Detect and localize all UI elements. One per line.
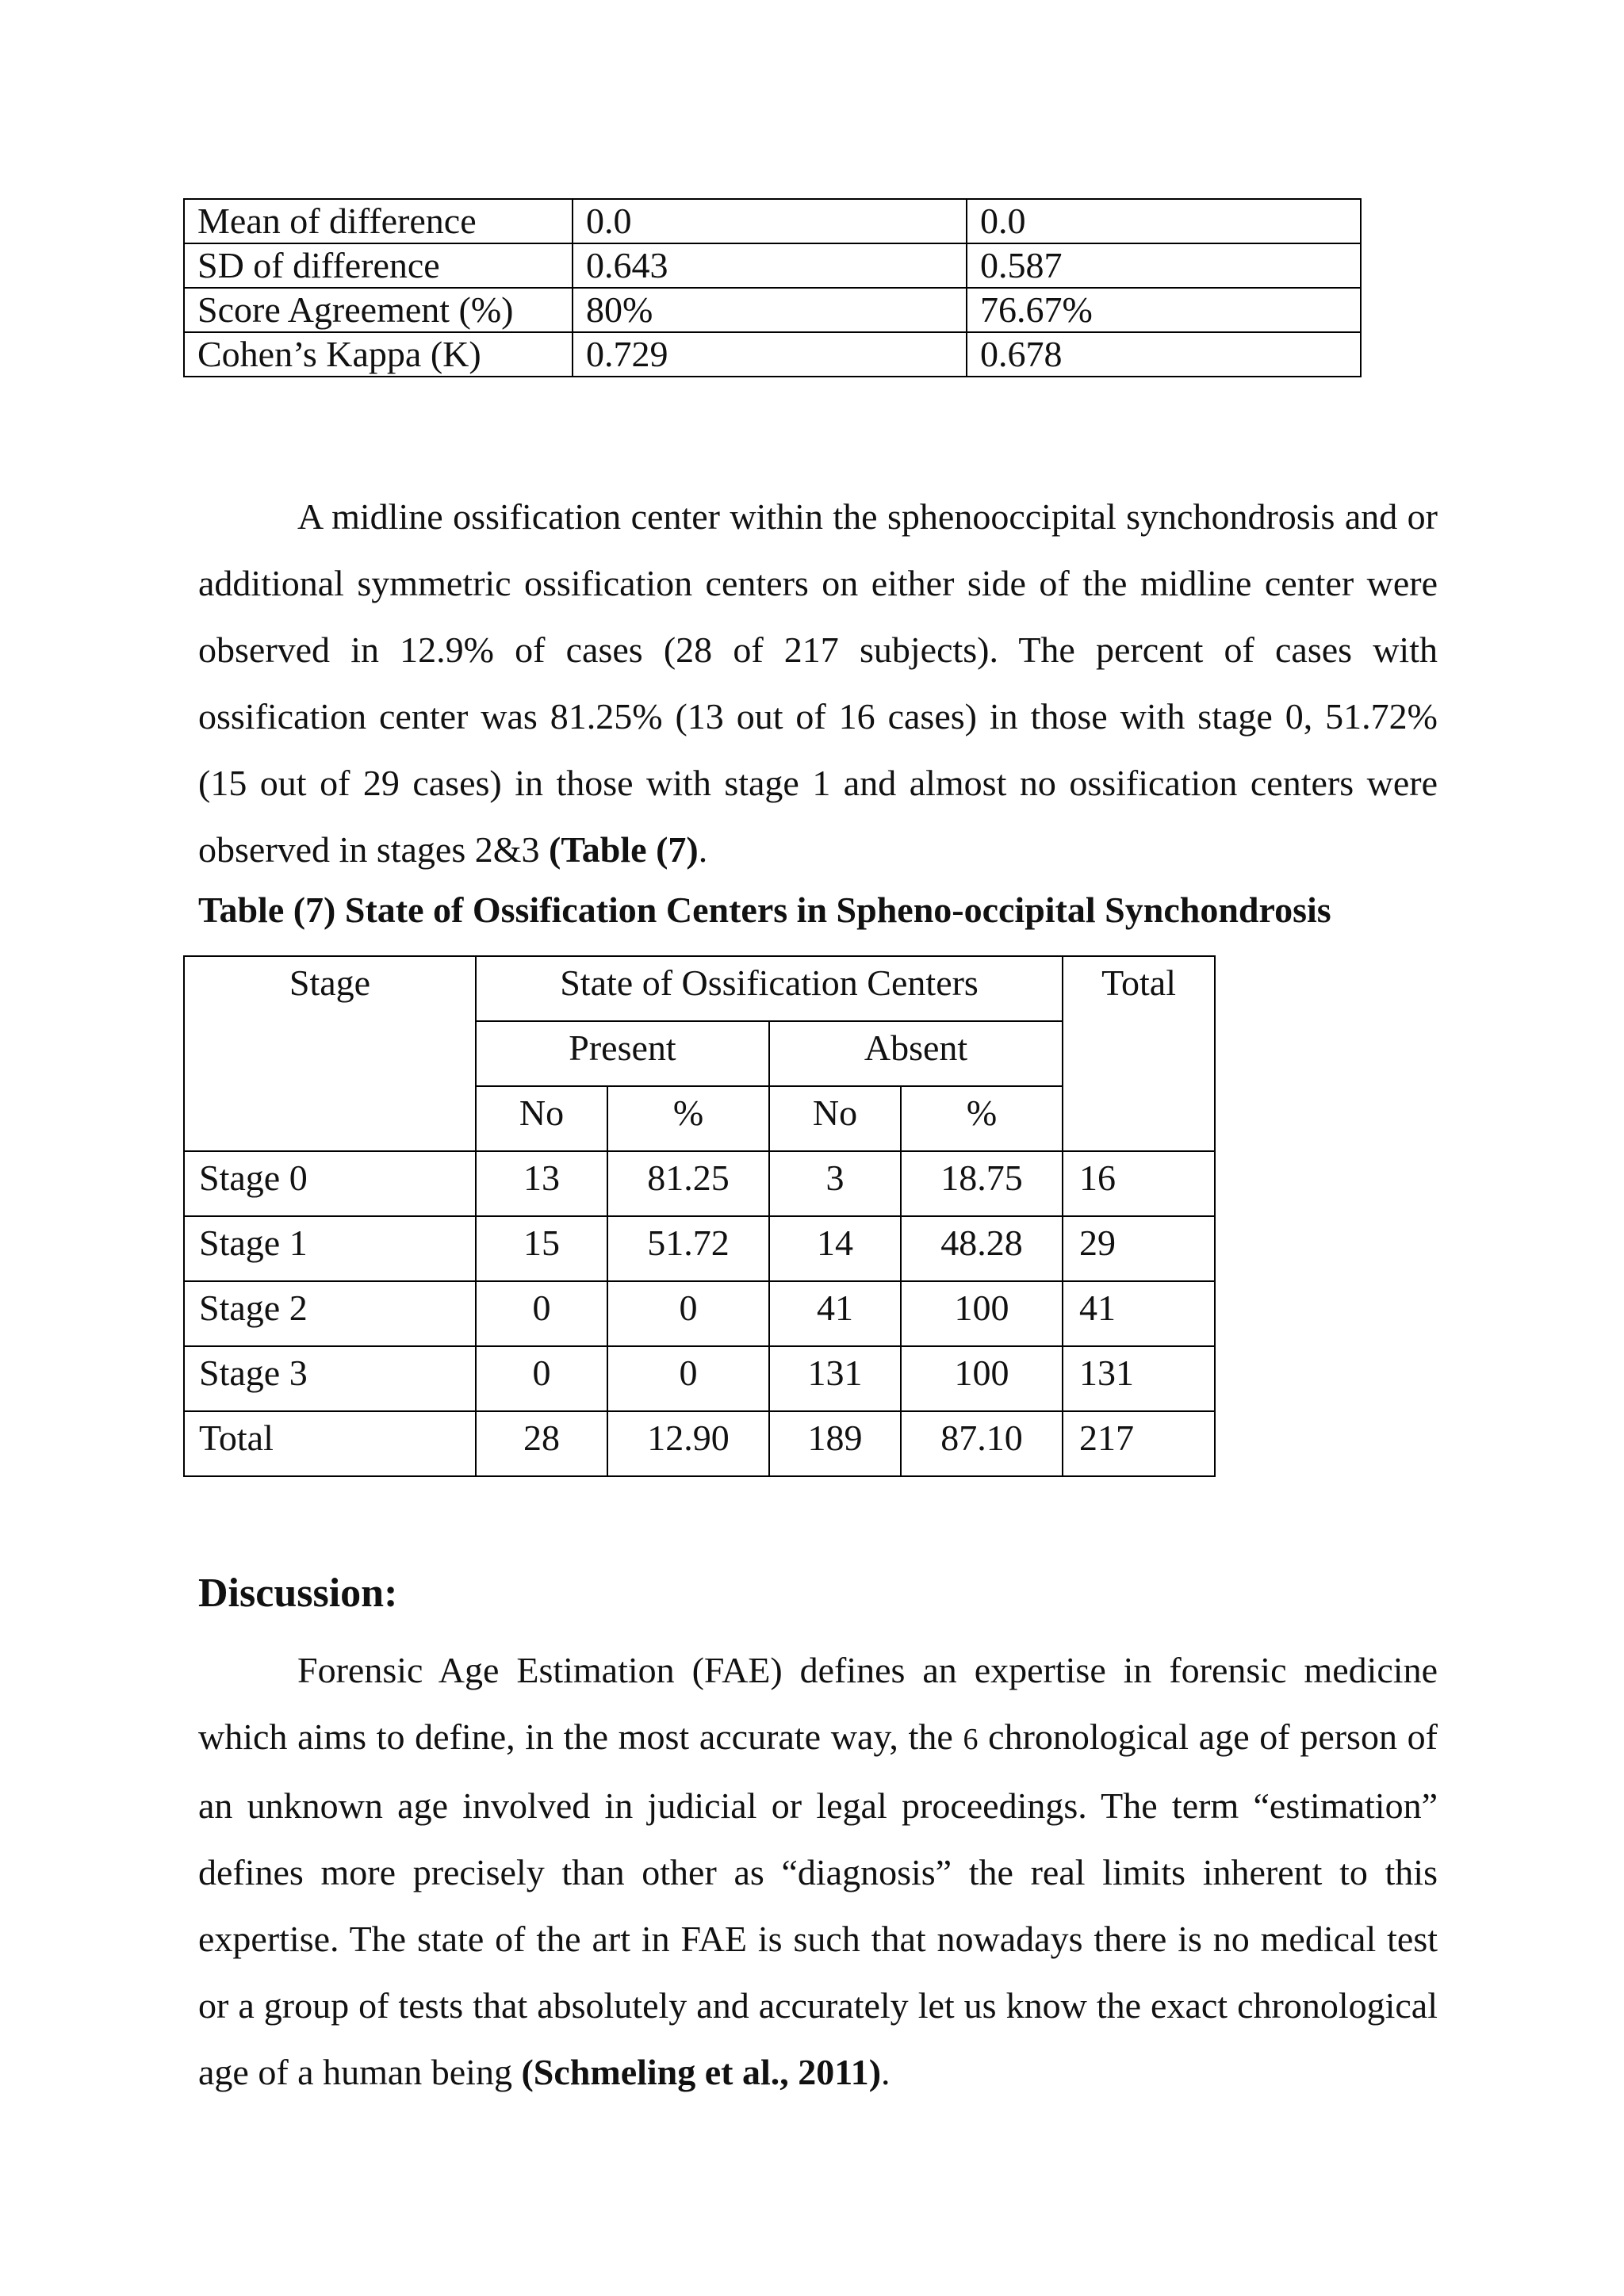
table-row: [184, 1151, 1215, 1216]
state-header: State of Ossification Centers: [476, 956, 1063, 1021]
stat-label: Score Agreement (%): [184, 288, 573, 332]
discussion-heading: Discussion:: [198, 1571, 398, 1616]
table-row: [184, 243, 1361, 288]
total-cell: 16: [1063, 1151, 1215, 1216]
absent-no-cell: 3: [769, 1151, 901, 1216]
table-row: [184, 1346, 1215, 1411]
stat-value: 0.0: [573, 199, 967, 243]
stat-value: 0.587: [967, 243, 1361, 288]
stat-label: Mean of difference: [184, 199, 573, 243]
header-row: [184, 956, 1215, 1021]
stat-value: 0.643: [573, 243, 967, 288]
paragraph-text: chronological age of person of an unknown age involved in judicial or legal proceedings. The term “estimation” defines more precisely than other as “diagnosis” the real limits inherent to this expertise. The state of the art in FAE is such that nowadays there is no medical test or a group of tests that absolutely and accurately let us know the exact chronological age of a human being: [198, 1716, 1438, 2092]
stat-value: 76.67%: [967, 288, 1361, 332]
stat-value: 0.0: [967, 199, 1361, 243]
absent-no-cell: 189: [769, 1411, 901, 1476]
present-no-header: No: [476, 1086, 607, 1151]
page-number: 6: [963, 1723, 979, 1756]
paragraph-end: .: [881, 2052, 891, 2092]
present-pct-cell: 12.90: [607, 1411, 769, 1476]
stat-label: Cohen’s Kappa (Κ): [184, 332, 573, 377]
table-row: [184, 332, 1361, 377]
absent-no-cell: 131: [769, 1346, 901, 1411]
absent-pct-cell: 48.28: [901, 1216, 1063, 1281]
stage-header: Stage: [184, 956, 476, 1151]
absent-no-cell: 14: [769, 1216, 901, 1281]
total-cell: 217: [1063, 1411, 1215, 1476]
table-reference: (Table (7): [549, 829, 699, 870]
total-cell: 29: [1063, 1216, 1215, 1281]
paragraph-text: Forensic Age Estimation (FAE) defines an expertise in forensic medicine which aims to define, in the most accurate way, the: [198, 1650, 1438, 1757]
absent-no-header: No: [769, 1086, 901, 1151]
present-pct-cell: 51.72: [607, 1216, 769, 1281]
table-row: [184, 1216, 1215, 1281]
stat-value: 0.729: [573, 332, 967, 377]
stage-cell: Total: [184, 1411, 476, 1476]
total-header: Total: [1063, 956, 1215, 1151]
total-cell: 131: [1063, 1346, 1215, 1411]
present-no-cell: 15: [476, 1216, 607, 1281]
present-no-cell: 0: [476, 1281, 607, 1346]
absent-pct-cell: 18.75: [901, 1151, 1063, 1216]
present-pct-cell: 0: [607, 1281, 769, 1346]
paragraph-end: .: [698, 829, 708, 870]
ossification-centers-table: [183, 955, 1216, 1477]
results-paragraph: [198, 484, 1438, 883]
stage-cell: Stage 2: [184, 1281, 476, 1346]
present-no-cell: 13: [476, 1151, 607, 1216]
stage-cell: Stage 1: [184, 1216, 476, 1281]
stage-cell: Stage 0: [184, 1151, 476, 1216]
absent-no-cell: 41: [769, 1281, 901, 1346]
absent-pct-cell: 87.10: [901, 1411, 1063, 1476]
table-row: [184, 288, 1361, 332]
citation: (Schmeling et al., 2011): [521, 2052, 882, 2092]
absent-pct-cell: 100: [901, 1346, 1063, 1411]
absent-pct-cell: 100: [901, 1281, 1063, 1346]
present-pct-header: %: [607, 1086, 769, 1151]
stage-cell: Stage 3: [184, 1346, 476, 1411]
table-row: [184, 1411, 1215, 1476]
stat-value: 0.678: [967, 332, 1361, 377]
absent-pct-header: %: [901, 1086, 1063, 1151]
absent-header: Absent: [769, 1021, 1063, 1086]
agreement-stats-table: [183, 198, 1362, 377]
paragraph-text: A midline ossification center within the sphenooccipital synchondrosis and or additional symmetric ossification centers on either side of the midline center were observed in 12.9% of cases (28 of 217 subjects). The percent of cases with ossification center was 81.25% (13 out of 16 cases) in those with stage 0, 51.72% (15 out of 29 cases) in those with stage 1 and almost no ossification centers were observed in stages 2&3: [198, 496, 1438, 870]
present-no-cell: 28: [476, 1411, 607, 1476]
table-caption: Table (7) State of Ossification Centers in Spheno-occipital Synchondrosis: [198, 890, 1331, 930]
present-header: Present: [476, 1021, 769, 1086]
table-row: [184, 199, 1361, 243]
present-pct-cell: 81.25: [607, 1151, 769, 1216]
discussion-paragraph: [198, 1637, 1438, 2106]
stat-label: SD of difference: [184, 243, 573, 288]
stat-value: 80%: [573, 288, 967, 332]
total-cell: 41: [1063, 1281, 1215, 1346]
table-row: [184, 1281, 1215, 1346]
present-pct-cell: 0: [607, 1346, 769, 1411]
present-no-cell: 0: [476, 1346, 607, 1411]
